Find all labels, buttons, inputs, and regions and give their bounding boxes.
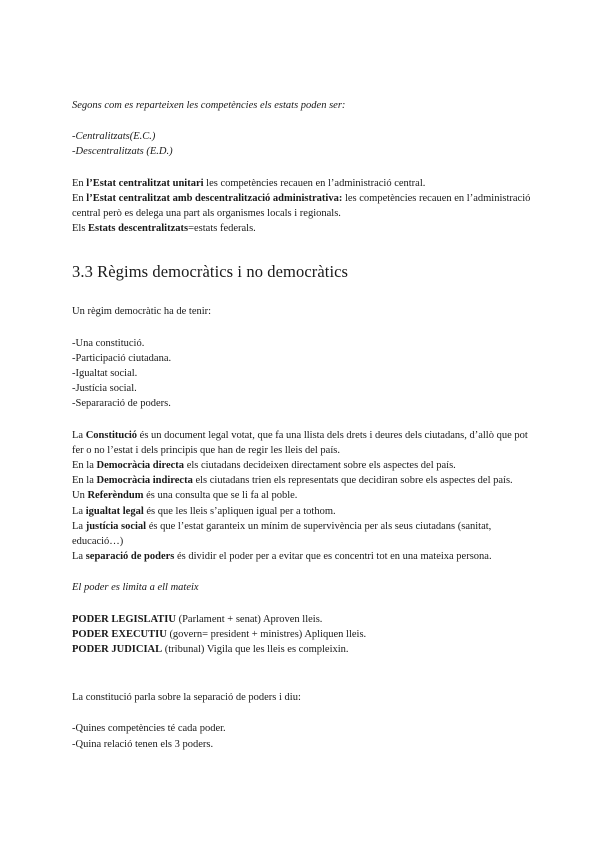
limit-line: El poder es limita a ell mateix [72, 582, 199, 594]
definition-item: La justícia social és que l’estat garanteix un mínim de supervivència per als seus ciutadans (sanitat, educació…) [72, 520, 492, 548]
definition-unitary: En l’Estat centralitzat unitari les competències recauen en l’administració central. [72, 177, 426, 189]
requirement-item: -Una constitució. [72, 337, 145, 349]
definition-item: La separació de poders és dividir el poder per a evitar que es concentri tot en una mateixa persona. [72, 551, 492, 563]
regim-intro: Un règim democràtic ha de tenir: [72, 306, 212, 318]
definition-item: La igualtat legal és que les lleis s’apliquen igual per a tothom. [72, 505, 336, 517]
power-item: PODER JUDICIAL (tribunal) Vigila que les lleis es compleixin. [72, 644, 349, 656]
section-heading: 3.3 Règims democràtics i no democràtics [72, 262, 349, 282]
power-item: PODER EXECUTIU (govern= president + ministres) Apliquen lleis. [72, 628, 367, 640]
requirement-item: -Participació ciutadana. [72, 352, 172, 364]
definition-item: En la Democràcia indirecta els ciutadans trien els representats que decidiran sobre els aspectes del país. [72, 475, 513, 487]
definition-administrative: En l’Estat centralitzat amb descentralització administrativa: les competències recauen en l’administració central però es delega una part als organismes locals i regionals. [72, 192, 531, 220]
state-type-item: -Centralitzats(E.C.) [72, 131, 156, 143]
requirement-item: -Separaració de poders. [72, 398, 171, 410]
constitution-item: -Quina relació tenen els 3 poders. [72, 738, 214, 750]
constitution-item: -Quines competències té cada poder. [72, 723, 226, 735]
intro-line: Segons com es reparteixen les competències els estats poden ser: [72, 100, 346, 111]
power-item: PODER LEGISLATIU (Parlament + senat) Aproven lleis. [72, 613, 323, 625]
definition-item: En la Democràcia directa els ciutadans decideixen directament sobre els aspectes del país. [72, 460, 456, 472]
requirement-item: -Igualtat social. [72, 368, 138, 380]
definition-decentralized: Els Estats descentralitzats=estats federals. [72, 223, 256, 235]
state-type-item: -Descentralitzats (E.D.) [72, 146, 173, 158]
definition-item: Un Referèndum és una consulta que se li fa al poble. [72, 490, 298, 502]
requirement-item: -Justícia social. [72, 383, 137, 395]
constitution-intro: La constitució parla sobre la separació de poders i diu: [72, 692, 301, 704]
definition-item: La Constitució és un document legal votat, que fa una llista dels drets i deures dels ciutadans, d’allò que pot fer o no l’estat i dels principis que han de regir les lleis del país. [72, 429, 528, 456]
document-page [72, 98, 532, 752]
